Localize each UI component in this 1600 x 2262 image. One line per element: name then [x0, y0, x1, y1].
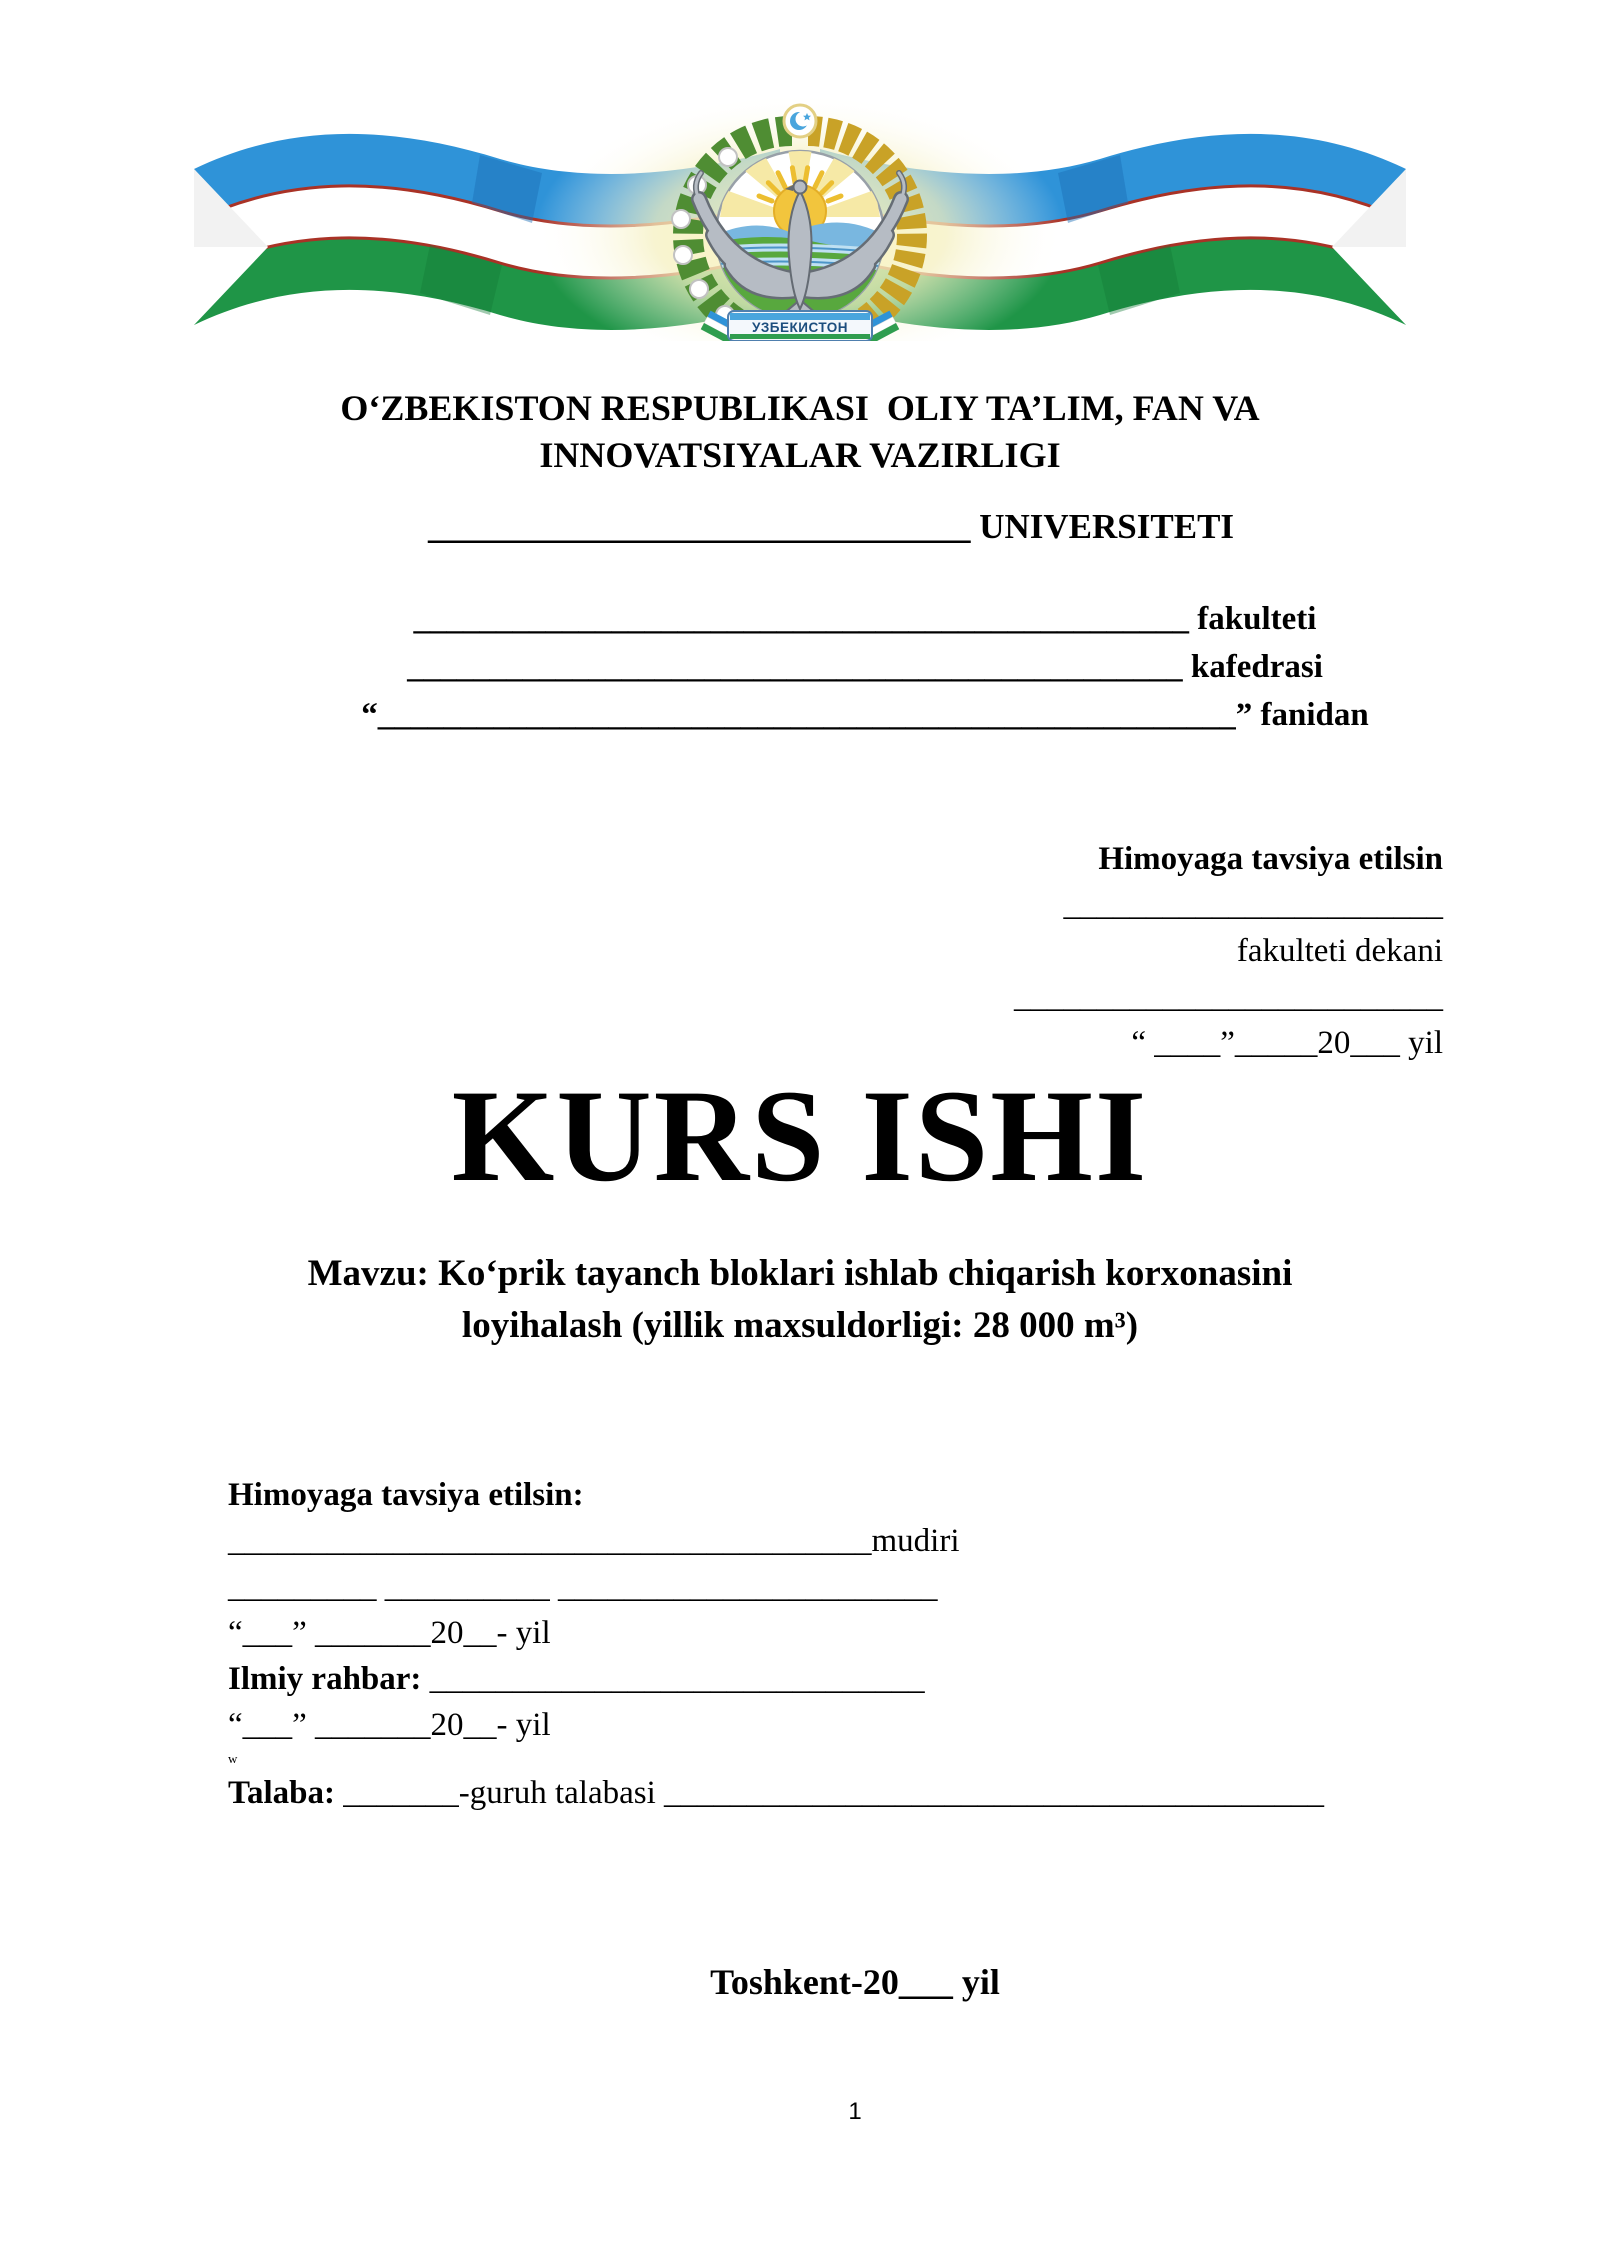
- approval-top-block: [743, 836, 1443, 1066]
- subject-line: [130, 692, 1600, 738]
- faculty-label: fakulteti: [1197, 601, 1317, 637]
- student-label: Talaba:: [228, 1775, 335, 1811]
- topic-line2: loyihalash (yillik maxsuldorligi: 28 000 m³): [461, 1305, 1139, 1346]
- main-title: KURS ISHI: [451, 1062, 1149, 1209]
- university-line: [62, 505, 1600, 549]
- ministry-title-line2: [0, 433, 1600, 477]
- dean-label: fakulteti dekani: [1236, 933, 1443, 969]
- department-blank: _______________________________________________: [407, 649, 1183, 685]
- signature-line: _________ __________ _______________________: [228, 1569, 938, 1605]
- approval-top-title: Himoyaga tavsiya etilsin: [1098, 841, 1443, 877]
- stray-mark: w: [228, 1751, 238, 1766]
- ministry-title-text1: O‘ZBEKISTON RESPUBLIKASI OLIY TA’LIM, FAN VA: [340, 388, 1260, 428]
- department-line: [130, 644, 1600, 690]
- topic-line1: Mavzu: Ko‘prik tayanch bloklari ishlab chiqarish korxonasini: [307, 1253, 1293, 1294]
- approval-bottom-title: Himoyaga tavsiya etilsin:: [228, 1477, 584, 1513]
- crescent-star-icon: [784, 105, 816, 137]
- topic-block: [30, 1248, 1570, 1352]
- mudiri-line: [228, 1518, 1458, 1564]
- supervisor-line: [228, 1656, 1458, 1702]
- supervisor-blank: ______________________________: [421, 1661, 925, 1697]
- uzbekistan-flag-emblem-banner: [180, 85, 1420, 341]
- university-label: UNIVERSITETI: [979, 507, 1235, 546]
- supervisor-label: Ilmiy rahbar:: [228, 1661, 422, 1697]
- ministry-title-text2: INNOVATSIYALAR VAZIRLIGI: [539, 435, 1061, 475]
- approval-top-underline1: _______________________: [1063, 887, 1443, 923]
- subject-open-quote: “: [361, 697, 378, 733]
- student-line: [228, 1770, 1458, 1816]
- page-number: 1: [848, 2098, 862, 2125]
- date-line-2: “___” _______20__- yil: [228, 1707, 551, 1743]
- subject-label: ” fanidan: [1235, 697, 1369, 733]
- approval-top-underline2: __________________________: [1014, 979, 1443, 1015]
- university-blank: _______________________________: [427, 507, 971, 546]
- mudiri-label: mudiri: [871, 1523, 960, 1559]
- faculty-blank: _______________________________________________: [413, 601, 1190, 637]
- department-label: kafedrasi: [1190, 649, 1323, 685]
- student-rest: _______-guruh talabasi: [335, 1775, 665, 1811]
- bird-head: [794, 181, 807, 194]
- emblem-name-ribbon: [728, 311, 872, 341]
- mudiri-blank: _______________________________________: [228, 1523, 872, 1559]
- date-line-1: “___” _______20__- yil: [228, 1615, 551, 1651]
- ministry-title-line1: [0, 386, 1600, 430]
- emblem-text: УЗБЕКИСТОН: [751, 320, 849, 335]
- subject-blank: ____________________________________________________: [377, 697, 1236, 733]
- approval-bottom-block: [228, 1472, 1458, 1816]
- approval-top-date-line: “ ____”_____20___ yil: [1131, 1025, 1443, 1061]
- student-name-blank: ________________________________________: [664, 1775, 1325, 1811]
- faculty-line: [130, 596, 1600, 642]
- city-year-line: Toshkent-20___ yil: [710, 1962, 1000, 2002]
